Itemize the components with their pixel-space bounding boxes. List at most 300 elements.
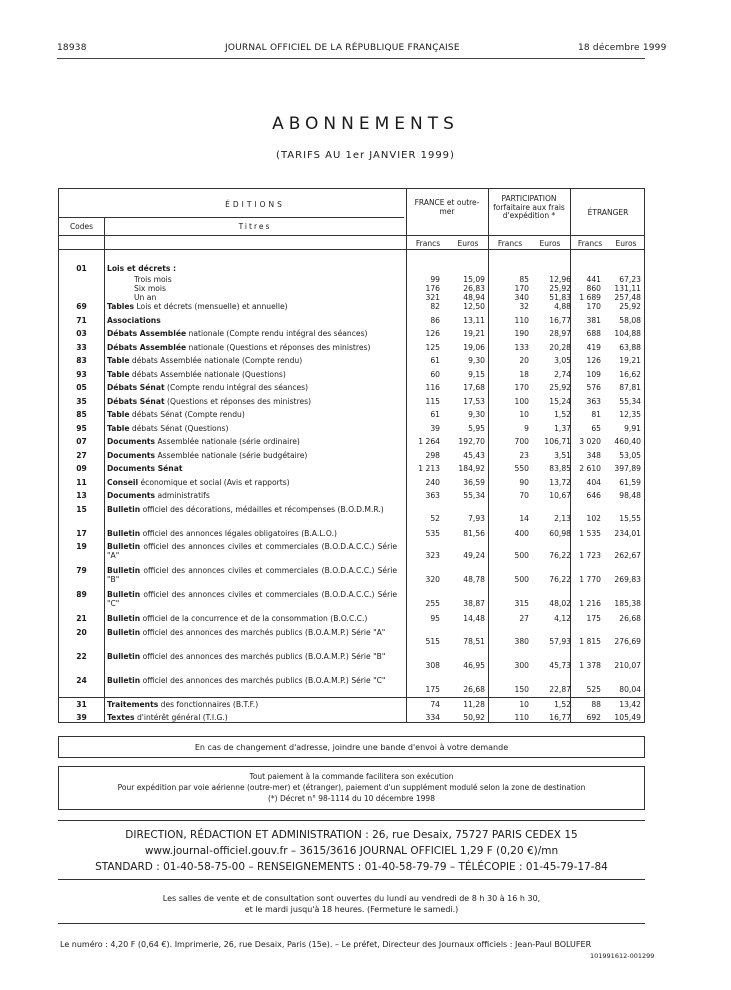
row-title-rest: administratifs — [155, 491, 210, 500]
row-title-rest: officiel des annonces civiles et commerciales (B.O.D.A.C.C.) Série "B" — [107, 566, 397, 584]
row-value: 363 — [425, 491, 440, 500]
row-value: 550 — [514, 464, 529, 473]
row-value: 61 — [430, 410, 440, 419]
row-value: 688 — [586, 329, 601, 338]
row-title-rest: officiel des décorations, médailles et récompenses (B.O.D.M.R.) — [140, 504, 384, 514]
row-value: 1 535 — [579, 528, 601, 538]
row-title — [107, 329, 407, 338]
payment-notice: Tout paiement à la commande facilitera son exécution Pour expédition par voie aérienne (outre-mer) et (étranger), paiement d'un supplément modulé selon la zone de destination (*) Décret n° 98-1114 du 10 décembre 1998 — [58, 766, 645, 810]
row-title-rest: économique et social (Avis et rapports) — [138, 477, 290, 487]
row-code: 39 — [76, 713, 87, 722]
row-value: 16,77 — [549, 713, 571, 722]
page-title: ABONNEMENTS — [272, 114, 459, 134]
row-value: 46,95 — [463, 660, 485, 670]
row-value: 109 — [586, 369, 601, 379]
row-value: 9 — [524, 423, 529, 433]
row-value: 76,22 — [549, 551, 571, 560]
row-value: 82 — [430, 302, 440, 311]
row-value: 15,09 — [463, 275, 485, 284]
row-value: 4,12 — [554, 614, 571, 623]
row-title-rest: débats Assemblée nationale (Questions) — [129, 369, 286, 379]
row-title — [107, 590, 397, 608]
france-heading: FRANCE et outre-mer — [414, 198, 480, 216]
row-value: 175 — [425, 684, 440, 694]
row-title — [107, 397, 407, 406]
row-value: 276,69 — [614, 636, 641, 646]
row-title — [107, 264, 407, 273]
row-title — [107, 542, 397, 560]
row-value: 49,24 — [463, 551, 485, 560]
row-value: 25,92 — [549, 284, 571, 293]
row-code: 15 — [76, 504, 87, 514]
row-code: 93 — [76, 369, 87, 379]
row-value: 38,87 — [463, 599, 485, 608]
row-value: 14,48 — [463, 614, 485, 623]
row-value: 515 — [425, 636, 440, 646]
row-value: 55,34 — [619, 396, 641, 406]
row-value: 175 — [586, 614, 601, 623]
row-code: 83 — [76, 356, 87, 365]
row-title-rest: Assemblée nationale (série ordinaire) — [155, 437, 300, 446]
row-value: 51,83 — [549, 293, 571, 302]
row-value: 26,83 — [463, 284, 485, 293]
row-title-rest: officiel de la concurrence et de la consommation (B.O.C.C.) — [140, 614, 368, 623]
row-value: 3 020 — [579, 437, 601, 446]
row-value: 1 689 — [579, 293, 601, 302]
row-value: 184,92 — [458, 464, 485, 473]
row-value: 88 — [591, 699, 601, 709]
row-title — [107, 437, 407, 446]
row-title-rest: débats Sénat (Compte rendu) — [129, 410, 245, 419]
row-title-rest: officiel des annonces civiles et commerciales (B.O.D.A.C.C.) Série "C" — [107, 590, 397, 608]
row-value: 28,97 — [549, 329, 571, 338]
row-value: 57,93 — [549, 636, 571, 646]
row-title-rest: nationale (Compte rendu intégral des séances) — [186, 329, 368, 338]
row-title-rest: Assemblée nationale (série budgétaire) — [155, 450, 308, 460]
row-title-rest: Trois mois — [134, 275, 172, 284]
page-number: 18938 — [57, 43, 87, 53]
row-value: 105,49 — [614, 713, 641, 722]
row-title-bold: Conseil — [107, 477, 139, 487]
row-value: 85 — [519, 275, 529, 284]
row-value: 255 — [425, 599, 440, 608]
row-value: 1 723 — [579, 551, 601, 560]
row-value: 9,30 — [468, 356, 485, 365]
row-value: 150 — [514, 684, 529, 694]
row-code: 35 — [76, 396, 87, 406]
row-title-bold: Bulletin — [107, 627, 141, 637]
row-value: 9,91 — [624, 423, 641, 433]
row-value: 170 — [514, 284, 529, 293]
row-value: 10,67 — [549, 491, 571, 500]
row-value: 2 610 — [579, 464, 601, 473]
reference-number: 101991612-001299 — [590, 952, 655, 960]
row-title — [107, 410, 407, 419]
row-title-rest: (Compte rendu intégral des séances) — [164, 383, 309, 392]
row-value: 126 — [425, 329, 440, 338]
row-code: 79 — [76, 566, 87, 575]
row-value: 300 — [514, 660, 529, 670]
row-title-bold: Textes — [107, 713, 135, 722]
row-value: 1 216 — [579, 599, 601, 608]
row-value: 81,56 — [463, 528, 485, 538]
row-value: 95 — [430, 614, 440, 623]
row-title-bold: Traitements — [107, 699, 159, 709]
col-euros: Euros — [615, 239, 637, 248]
row-value: 13,72 — [549, 477, 571, 487]
row-value: 262,67 — [614, 551, 641, 560]
row-title-bold: Documents — [107, 437, 156, 446]
row-value: 133 — [514, 342, 529, 352]
row-value: 116 — [425, 383, 440, 392]
row-value: 348 — [586, 450, 601, 460]
row-value: 9,30 — [468, 410, 485, 419]
row-title-rest: débats Sénat (Questions) — [129, 423, 229, 433]
row-value: 39 — [430, 423, 440, 433]
col-francs: Francs — [577, 239, 603, 248]
row-value: 25,92 — [619, 302, 641, 311]
editions-heading: ÉDITIONS — [225, 200, 285, 209]
row-value: 15,55 — [619, 513, 641, 523]
row-value: 5,95 — [468, 423, 485, 433]
address-change-notice: En cas de changement d'adresse, joindre une bande d'envoi à votre demande — [58, 736, 645, 758]
row-value: 115 — [425, 396, 440, 406]
row-code: 21 — [76, 614, 87, 623]
row-value: 23 — [519, 450, 529, 460]
row-code: 01 — [76, 264, 87, 273]
row-value: 298 — [425, 450, 440, 460]
row-title-bold: Bulletin — [107, 504, 141, 514]
row-title-bold: Table — [107, 423, 130, 433]
row-value: 18 — [519, 369, 529, 379]
row-value: 61,59 — [619, 477, 641, 487]
row-value: 12,50 — [463, 302, 485, 311]
row-value: 10 — [519, 410, 529, 419]
row-value: 83,85 — [549, 464, 571, 473]
row-value: 25,92 — [549, 383, 571, 392]
row-title-bold: Bulletin — [107, 528, 141, 538]
row-value: 98,48 — [619, 491, 641, 500]
row-value: 102 — [586, 513, 601, 523]
row-value: 1 815 — [579, 636, 601, 646]
row-value: 1 264 — [418, 437, 440, 446]
row-value: 106,71 — [544, 437, 571, 446]
etranger-heading: ÉTRANGER — [587, 208, 629, 217]
row-title-bold: Débats Assemblée — [107, 329, 187, 338]
row-title-rest: officiel des annonces des marchés publics (B.O.A.M.P.) Série "B" — [140, 651, 386, 661]
row-value: 500 — [514, 575, 529, 584]
row-value: 1,52 — [554, 410, 571, 419]
row-title — [107, 652, 397, 661]
row-code: 69 — [76, 302, 87, 311]
row-value: 125 — [425, 342, 440, 352]
row-value: 334 — [425, 713, 440, 722]
row-title-rest: (Questions et réponses des ministres) — [164, 396, 312, 406]
row-title-bold: Associations — [107, 315, 161, 325]
row-value: 99 — [430, 275, 440, 284]
row-value: 60 — [430, 369, 440, 379]
row-title-rest: officiel des annonces des marchés publics (B.O.A.M.P.) Série "C" — [140, 675, 386, 685]
issue-date: 18 décembre 1999 — [578, 43, 667, 53]
row-value: 308 — [425, 660, 440, 670]
row-title-bold: Débats Assemblée — [107, 342, 187, 352]
row-value: 10 — [519, 699, 529, 709]
participation-heading: PARTICIPATION forfaitaire aux frais d'expédition * — [493, 194, 565, 220]
row-value: 126 — [586, 356, 601, 365]
row-value: 7,93 — [468, 513, 485, 523]
row-value: 19,21 — [619, 356, 641, 365]
row-code: 95 — [76, 423, 87, 433]
row-value: 16,77 — [549, 315, 571, 325]
row-value: 240 — [425, 477, 440, 487]
row-title-rest: d'intérêt général (T.I.G.) — [134, 713, 228, 722]
row-value: 53,05 — [619, 450, 641, 460]
row-title-rest: nationale (Questions et réponses des ministres) — [186, 342, 371, 352]
row-value: 12,96 — [549, 275, 571, 284]
row-code: 05 — [76, 383, 87, 392]
row-value: 535 — [425, 528, 440, 538]
row-title-bold: Documents — [107, 491, 156, 500]
row-value: 45,43 — [463, 450, 485, 460]
row-value: 78,51 — [463, 636, 485, 646]
row-value: 340 — [514, 293, 529, 302]
row-value: 1 770 — [579, 575, 601, 584]
row-value: 190 — [514, 329, 529, 338]
row-value: 86 — [430, 315, 440, 325]
row-title-rest: Un an — [134, 293, 157, 302]
row-value: 90 — [519, 477, 529, 487]
journal-title: JOURNAL OFFICIEL DE LA RÉPUBLIQUE FRANÇAISE — [225, 43, 460, 53]
row-title — [134, 275, 434, 284]
row-value: 192,70 — [458, 437, 485, 446]
col-euros: Euros — [539, 239, 561, 248]
row-code: 03 — [76, 329, 87, 338]
row-title — [107, 383, 407, 392]
row-value: 13,42 — [619, 699, 641, 709]
footer-imprint: Le numéro : 4,20 F (0,64 €). Imprimerie, 26, rue Desaix, Paris (15e). – Le préfet, Directeur des Journaux officiels : Jean-Paul BOLUFER — [60, 940, 592, 949]
titres-heading: Titres — [238, 222, 272, 231]
row-title — [107, 614, 407, 623]
row-title-rest: Lois et décrets (mensuelle) et annuelle) — [134, 302, 288, 311]
row-value: 170 — [514, 383, 529, 392]
row-value: 61 — [430, 356, 440, 365]
row-title — [107, 529, 407, 538]
row-code: 17 — [76, 528, 87, 538]
row-code: 22 — [76, 651, 87, 661]
row-value: 19,06 — [463, 342, 485, 352]
row-value: 48,94 — [463, 293, 485, 302]
row-value: 500 — [514, 551, 529, 560]
row-title-bold: Bulletin — [107, 542, 141, 551]
row-value: 269,83 — [614, 575, 641, 584]
header-rule — [57, 58, 645, 59]
row-value: 321 — [425, 293, 440, 302]
row-value: 700 — [514, 437, 529, 446]
row-value: 110 — [514, 315, 529, 325]
row-title — [107, 700, 407, 709]
row-code: 85 — [76, 410, 87, 419]
row-value: 74 — [430, 699, 440, 709]
row-value: 381 — [586, 315, 601, 325]
row-value: 1 213 — [418, 464, 440, 473]
row-code: 13 — [76, 491, 87, 500]
row-value: 63,88 — [619, 342, 641, 352]
opening-hours: Les salles de vente et de consultation sont ouvertes du lundi au vendredi de 8 h 30 à 16 h 30, et le mardi jusqu'à 18 heures. (Fermeture le samedi.) — [58, 888, 645, 924]
row-value: 20,28 — [549, 342, 571, 352]
row-value: 2,74 — [554, 369, 571, 379]
row-value: 11,28 — [463, 699, 485, 709]
row-value: 13,11 — [463, 315, 485, 325]
row-code: 19 — [76, 542, 87, 551]
col-francs: Francs — [415, 239, 441, 248]
row-value: 525 — [586, 684, 601, 694]
row-value: 32 — [519, 302, 529, 311]
row-value: 363 — [586, 396, 601, 406]
tariffs-table — [58, 188, 645, 723]
row-title-bold: Table — [107, 369, 130, 379]
row-value: 185,38 — [614, 599, 641, 608]
row-title-bold: Bulletin — [107, 566, 141, 575]
row-value: 1 378 — [579, 660, 601, 670]
row-title-bold: Documents — [107, 450, 156, 460]
row-title-bold: Tables — [107, 302, 135, 311]
row-value: 48,78 — [463, 575, 485, 584]
row-value: 2,13 — [554, 513, 571, 523]
row-value: 210,07 — [614, 660, 641, 670]
row-title — [107, 316, 407, 325]
row-value: 15,24 — [549, 396, 571, 406]
row-title-rest: débats Assemblée nationale (Compte rendu) — [129, 356, 303, 365]
row-title — [107, 505, 397, 514]
row-value: 692 — [586, 713, 601, 722]
row-title-bold: Documents Sénat — [107, 464, 183, 473]
codes-heading: Codes — [69, 222, 94, 231]
row-value: 400 — [514, 528, 529, 538]
row-value: 52 — [430, 513, 440, 523]
row-value: 1,52 — [554, 699, 571, 709]
row-title — [107, 451, 407, 460]
row-value: 65 — [591, 423, 601, 433]
row-value: 22,87 — [549, 684, 571, 694]
row-title-rest: officiel des annonces des marchés publics (B.O.A.M.P.) Série "A" — [140, 627, 386, 637]
row-value: 19,21 — [463, 329, 485, 338]
row-value: 60,98 — [549, 528, 571, 538]
row-code: 33 — [76, 342, 87, 352]
col-francs: Francs — [497, 239, 523, 248]
direction-block: DIRECTION, RÉDACTION ET ADMINISTRATION : 26, rue Desaix, 75727 PARIS CEDEX 15 www.journal-officiel.gouv.fr – 3615/3616 JOURNAL OFFICIEL 1,29 F (0,20 €)/mn STANDARD : 01-40-58-75-00 – RENSEIGNEMENTS : 01-40-58-79-79 – TÉLÉCOPIE : 01-45-79-17-84 — [58, 820, 645, 880]
row-value: 48,02 — [549, 599, 571, 608]
row-title — [107, 478, 407, 487]
row-title — [107, 302, 407, 311]
row-code: 20 — [76, 627, 87, 637]
row-code: 31 — [76, 699, 87, 709]
row-title-bold: Bulletin — [107, 675, 141, 685]
row-title — [107, 370, 407, 379]
row-value: 20 — [519, 356, 529, 365]
row-title — [107, 424, 407, 433]
row-value: 104,88 — [614, 329, 641, 338]
row-value: 26,68 — [619, 614, 641, 623]
row-title-bold: Débats Sénat — [107, 396, 165, 406]
row-value: 860 — [586, 284, 601, 293]
row-value: 50,92 — [463, 713, 485, 722]
row-title — [107, 628, 397, 637]
row-title-bold: Bulletin — [107, 614, 141, 623]
row-value: 3,51 — [554, 450, 571, 460]
col-euros: Euros — [457, 239, 479, 248]
row-code: 89 — [76, 590, 87, 599]
row-title-bold: Table — [107, 410, 130, 419]
row-title-rest: officiel des annonces légales obligatoires (B.A.L.O.) — [140, 528, 337, 538]
row-code: 71 — [76, 315, 87, 325]
row-value: 100 — [514, 396, 529, 406]
row-title — [107, 464, 407, 473]
row-value: 110 — [514, 713, 529, 722]
row-value: 419 — [586, 342, 601, 352]
row-value: 55,34 — [463, 491, 485, 500]
row-value: 323 — [425, 551, 440, 560]
row-value: 12,35 — [619, 410, 641, 419]
row-value: 397,89 — [614, 464, 641, 473]
row-value: 4,88 — [554, 302, 571, 311]
row-value: 1,37 — [554, 423, 571, 433]
row-value: 76,22 — [549, 575, 571, 584]
row-value: 26,68 — [463, 684, 485, 694]
page-subtitle: (TARIFS AU 1er JANVIER 1999) — [276, 150, 455, 161]
row-title-bold: Table — [107, 356, 130, 365]
row-value: 320 — [425, 575, 440, 584]
row-value: 380 — [514, 636, 529, 646]
row-title-bold: Débats Sénat — [107, 383, 165, 392]
row-title — [134, 293, 434, 302]
row-title — [107, 566, 397, 584]
row-title — [107, 343, 407, 352]
row-value: 80,04 — [619, 684, 641, 694]
row-value: 176 — [425, 284, 440, 293]
row-value: 67,23 — [619, 275, 641, 284]
row-title — [107, 713, 407, 722]
row-title-rest: Six mois — [134, 284, 166, 293]
row-value: 646 — [586, 491, 601, 500]
row-value: 576 — [586, 383, 601, 392]
row-value: 87,81 — [619, 383, 641, 392]
row-value: 404 — [586, 477, 601, 487]
row-code: 11 — [76, 477, 87, 487]
row-value: 234,01 — [614, 528, 641, 538]
row-title-bold: Bulletin — [107, 651, 141, 661]
row-title — [107, 491, 407, 500]
row-title-rest: officiel des annonces civiles et commerciales (B.O.D.A.C.C.) Série "A" — [107, 542, 397, 560]
row-value: 58,08 — [619, 315, 641, 325]
row-title-bold: Lois et décrets : — [107, 264, 177, 273]
row-code: 24 — [76, 675, 87, 685]
row-title — [134, 284, 434, 293]
row-title-rest: des fonctionnaires (B.T.F.) — [158, 699, 259, 709]
row-value: 70 — [519, 491, 529, 500]
row-value: 257,48 — [614, 293, 641, 302]
row-value: 17,53 — [463, 396, 485, 406]
row-title-bold: Bulletin — [107, 590, 141, 599]
row-value: 17,68 — [463, 383, 485, 392]
row-value: 460,40 — [614, 437, 641, 446]
row-title — [107, 356, 407, 365]
row-code: 27 — [76, 450, 87, 460]
row-value: 131,11 — [614, 284, 641, 293]
row-value: 3,05 — [554, 356, 571, 365]
row-value: 36,59 — [463, 477, 485, 487]
row-code: 07 — [76, 437, 87, 446]
row-value: 27 — [519, 614, 529, 623]
